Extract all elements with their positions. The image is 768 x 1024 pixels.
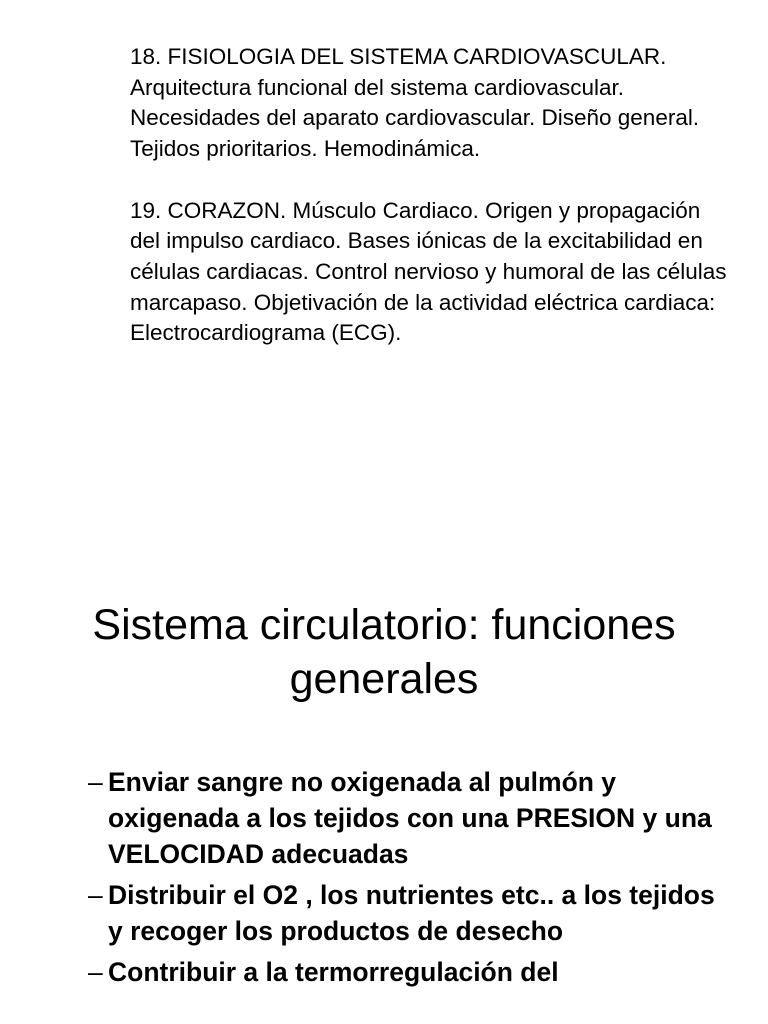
bullet-item	[88, 764, 728, 872]
bullet-text: Enviar sangre no oxigenada al pulmón y oxigenada a los tejidos con una PRESION y una VELOCIDAD adecuadas	[108, 767, 712, 869]
topic-list	[130, 42, 730, 349]
slide-title: Sistema circulatorio: funciones generales	[92, 601, 676, 703]
bullet-item	[88, 877, 728, 949]
bullet-dash: –	[88, 957, 103, 987]
function-bullet-list	[88, 764, 728, 995]
bullet-dash: –	[88, 767, 103, 797]
bullet-text: Contribuir a la termorregulación del	[108, 957, 559, 987]
bullet-item	[88, 954, 728, 990]
bullet-dash: –	[88, 880, 103, 910]
topic-19-paragraph: 19. CORAZON. Músculo Cardiaco. Origen y propagación del impulso cardiaco. Bases iónicas de la excitabilidad en células cardiacas. Control nervioso y humoral de las células marcapaso. Objetivación de la actividad eléctrica cardiaca: Electrocardiograma (ECG).	[130, 197, 727, 346]
bullet-text: Distribuir el O2 , los nutrientes etc.. a los tejidos y recoger los productos de desecho	[108, 880, 715, 946]
topic-18-paragraph: 18. FISIOLOGIA DEL SISTEMA CARDIOVASCULAR. Arquitectura funcional del sistema cardiovascular. Necesidades del aparato cardiovascular. Diseño general. Tejidos prioritarios. Hemodinámica.	[130, 44, 700, 162]
